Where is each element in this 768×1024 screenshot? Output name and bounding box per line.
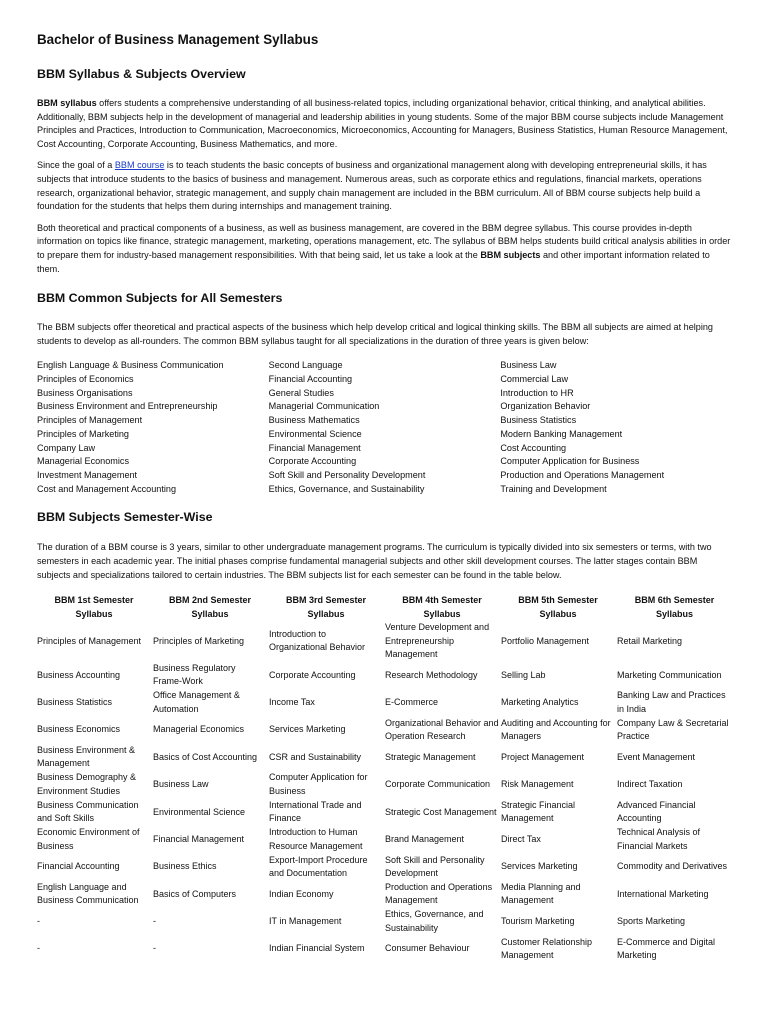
- subject-item: Business Environment and Entrepreneurship: [37, 401, 218, 412]
- subject-item: Financial Management: [268, 442, 361, 453]
- subject-item: Computer Application for Business: [500, 456, 640, 467]
- common-subjects-list: [37, 359, 732, 496]
- common-subjects-intro: The BBM subjects offer theoretical and practical aspects of the business which help develop critical and logical thinking skills. The BBM all subjects are aimed at helping students to develop as all-rounders. The common BBM syllabus taught for all specializations in the duration of three years is given below:: [37, 322, 713, 346]
- table-cell: Brand Management: [385, 833, 465, 844]
- subject-item: Principles of Marketing: [37, 428, 129, 439]
- subject-item: Business Mathematics: [268, 415, 360, 426]
- subject-item: Managerial Economics: [37, 456, 129, 467]
- table-cell: -: [37, 943, 40, 954]
- table-cell: Banking Law and Practices in India: [617, 690, 726, 714]
- subjects-column: [269, 359, 501, 496]
- subject-item: Training and Development: [500, 483, 607, 494]
- subject-item: Production and Operations Management: [500, 469, 665, 480]
- semester-column-header: BBM 3rd Semester Syllabus: [285, 595, 367, 620]
- subject-item: Cost Accounting: [500, 442, 567, 453]
- table-cell: Export-Import Procedure and Documentation: [269, 854, 368, 879]
- table-cell: Introduction to Human Resource Management: [269, 827, 363, 851]
- table-cell: Selling Lab: [501, 669, 546, 680]
- table-cell: IT in Management: [269, 916, 342, 927]
- table-cell: Introduction to Organizational Behavior: [269, 628, 366, 653]
- subject-item: Company Law: [37, 442, 96, 453]
- table-cell: Ethics, Governance, and Sustainability: [385, 909, 484, 933]
- table-cell: -: [153, 916, 156, 927]
- table-cell: Research Methodology: [385, 669, 478, 680]
- subject-item: English Language & Business Communication: [37, 360, 224, 371]
- subject-item: Ethics, Governance, and Sustainability: [268, 483, 425, 494]
- table-cell: Services Marketing: [501, 861, 578, 872]
- semester-table: [37, 593, 734, 963]
- table-cell: Business Law: [153, 779, 209, 790]
- table-cell: Project Management: [501, 751, 585, 762]
- subject-item: Principles of Management: [37, 415, 143, 426]
- overview-heading: BBM Syllabus & Subjects Overview: [37, 67, 246, 81]
- table-cell: Consumer Behaviour: [385, 943, 470, 954]
- table-cell: Sports Marketing: [617, 916, 686, 927]
- bbm-subjects-bold: BBM subjects: [480, 249, 541, 260]
- table-cell: Business Communication and Soft Skills: [37, 799, 139, 824]
- bbm-course-link[interactable]: BBM course: [114, 160, 165, 171]
- page-title: Bachelor of Business Management Syllabus: [37, 32, 319, 47]
- table-cell: English Language and Business Communication: [37, 881, 139, 906]
- table-cell: Indian Financial System: [269, 943, 365, 954]
- subject-item: Business Organisations: [37, 387, 133, 398]
- table-cell: CSR and Sustainability: [269, 751, 362, 762]
- table-cell: Services Marketing: [269, 724, 346, 735]
- table-cell: Marketing Analytics: [501, 696, 579, 707]
- table-cell: Business Statistics: [37, 696, 113, 707]
- subject-item: Corporate Accounting: [268, 456, 357, 467]
- table-cell: Business Ethics: [153, 861, 217, 872]
- table-cell: Strategic Financial Management: [501, 799, 576, 824]
- table-cell: Portfolio Management: [501, 635, 590, 646]
- table-cell: Advanced Financial Accounting: [617, 799, 696, 824]
- bbm-syllabus-bold: BBM syllabus: [37, 98, 97, 108]
- table-cell: Auditing and Accounting for Managers: [501, 717, 611, 742]
- table-cell: Soft Skill and Personality Development: [385, 854, 485, 879]
- table-cell: Indirect Taxation: [617, 779, 683, 790]
- table-cell: Company Law & Secretarial Practice: [617, 717, 729, 742]
- table-cell: Principles of Marketing: [153, 635, 245, 646]
- table-row: [37, 771, 734, 798]
- subject-item: Environmental Science: [268, 428, 362, 439]
- table-cell: Managerial Economics: [153, 724, 245, 735]
- table-cell: Organizational Behavior and Operation Research: [385, 717, 499, 742]
- table-cell: Income Tax: [269, 696, 315, 707]
- table-row: [37, 689, 734, 716]
- subject-item: Soft Skill and Personality Development: [268, 469, 426, 480]
- subject-item: Second Language: [268, 360, 343, 371]
- semester-heading: BBM Subjects Semester-Wise: [37, 510, 213, 525]
- table-cell: Commodity and Derivatives: [617, 861, 728, 872]
- table-cell: Business Accounting: [37, 669, 121, 680]
- semester-column-header: BBM 4th Semester Syllabus: [402, 595, 482, 620]
- subject-item: Managerial Communication: [268, 401, 380, 412]
- table-cell: Media Planning and Management: [501, 881, 581, 906]
- subject-item: Organization Behavior: [500, 401, 591, 412]
- overview-p1-text: offers students a comprehensive understanding of all business-related topics, including organizational behavior, critical thinking, and analytical abilities. Additionally, BBM subjects help in the development of managerial and leadership abilities in young students. Some of the major BBM course subjects include Management Principles and Practices, Introduction to Communication, Macroeconomics, Microeconomics, Accounting for Managers, Business Statistics, Human Resource Management, Cost Accounting, Corporate Accounting, Business Mathematics, and more.: [37, 98, 728, 149]
- table-cell: Basics of Computers: [153, 888, 237, 899]
- table-cell: Marketing Communication: [617, 669, 722, 680]
- table-cell: Economic Environment of Business: [37, 827, 140, 851]
- table-row: [37, 853, 734, 880]
- semester-table-header: [37, 593, 734, 621]
- table-cell: Corporate Accounting: [269, 669, 356, 680]
- table-cell: E-Commerce: [385, 696, 439, 707]
- table-cell: Business Environment & Management: [37, 744, 136, 769]
- subject-item: Financial Accounting: [268, 374, 353, 385]
- subject-item: Modern Banking Management: [500, 428, 623, 439]
- table-row: [37, 826, 734, 853]
- table-cell: Venture Development and Entrepreneurship Management: [385, 622, 490, 660]
- subject-item: Business Statistics: [500, 415, 577, 426]
- table-cell: Office Management & Automation: [153, 690, 240, 714]
- subject-item: Investment Management: [37, 469, 138, 480]
- table-row: [37, 662, 734, 689]
- table-cell: Business Demography & Environment Studies: [37, 772, 137, 796]
- overview-p2-before: Since the goal of a: [37, 160, 115, 171]
- table-row: [37, 744, 734, 771]
- table-cell: International Trade and Finance: [269, 799, 362, 824]
- subject-item: Business Law: [500, 360, 557, 371]
- overview-paragraph-1: [37, 97, 732, 151]
- semester-table-body: [37, 621, 734, 963]
- table-cell: Indian Economy: [269, 888, 334, 899]
- overview-p3-after: and other important information related to them.: [37, 249, 710, 274]
- table-cell: Business Economics: [37, 724, 121, 735]
- table-cell: Event Management: [617, 751, 696, 762]
- table-row: [37, 936, 734, 963]
- table-cell: Strategic Management: [385, 751, 476, 762]
- subject-item: Cost and Management Accounting: [37, 483, 177, 494]
- overview-paragraph-3: [37, 222, 732, 276]
- subject-item: Principles of Economics: [37, 374, 134, 385]
- subject-item: General Studies: [268, 387, 334, 398]
- overview-paragraph-2: [37, 159, 732, 213]
- subject-item: Introduction to HR: [500, 387, 574, 398]
- table-cell: -: [37, 916, 40, 927]
- table-row: [37, 799, 734, 826]
- table-row: [37, 621, 734, 662]
- table-cell: Principles of Management: [37, 635, 142, 646]
- table-row: [37, 908, 734, 935]
- table-cell: Strategic Cost Management: [385, 806, 497, 817]
- table-cell: Environmental Science: [153, 806, 246, 817]
- table-row: [37, 716, 734, 743]
- table-cell: Direct Tax: [501, 833, 541, 844]
- overview-p3-before: Both theoretical and practical components of a business, as well as business management, are covered in the BBM degree syllabus. This course provides in-depth information on topics like finance, strategic management, marketing, operations management, etc. The syllabus of BBM helps students build critical analysis abilities in order to prepare them for industry-based management responsibilities. With that being said, let us take a look at the: [37, 222, 731, 260]
- semester-column-header: BBM 1st Semester Syllabus: [54, 595, 134, 620]
- table-cell: E-Commerce and Digital Marketing: [617, 936, 716, 961]
- semester-column-header: BBM 6th Semester Syllabus: [634, 595, 715, 620]
- table-row: [37, 881, 734, 908]
- table-cell: Technical Analysis of Financial Markets: [617, 827, 701, 851]
- table-cell: Retail Marketing: [617, 635, 683, 646]
- common-subjects-heading: BBM Common Subjects for All Semesters: [37, 291, 283, 306]
- semester-intro: The duration of a BBM course is 3 years, similar to other undergraduate management programs. The curriculum is typically divided into six semesters or terms, with two semesters in each academic year. The initial phases comprise fundamental managerial subjects and other skill development courses. The latter stages contain BBM subjects and specializations tailored to certain industries. The BBM subjects list for each semester can be found in the table below.: [37, 542, 712, 580]
- table-cell: Computer Application for Business: [269, 772, 368, 796]
- subject-item: Commercial Law: [500, 374, 569, 385]
- table-cell: Production and Operations Management: [385, 881, 493, 906]
- table-cell: -: [153, 943, 156, 954]
- overview-p2-after: is to teach students the basic concepts of business and organizational management along with developing entrepreneurial skills, it has subjects that introduce students to the basics of business and management. Numerous areas, such as corporate ethics and regulations, financial markets, operations research, organizational behavior, strategic management, and supply chain management are included in the BBM curriculum. All of BBM course subjects help build a foundation for the students that helps them during internships and management training.: [37, 160, 707, 212]
- subjects-column: [500, 359, 732, 496]
- semester-column-header: BBM 5th Semester Syllabus: [518, 595, 598, 620]
- table-cell: Corporate Communication: [385, 779, 491, 790]
- table-cell: International Marketing: [617, 888, 709, 899]
- table-cell: Financial Accounting: [37, 861, 120, 872]
- subjects-column: [37, 359, 269, 496]
- table-cell: Business Regulatory Frame-Work: [153, 662, 236, 687]
- table-cell: Financial Management: [153, 833, 245, 844]
- table-cell: Tourism Marketing: [501, 916, 575, 927]
- table-cell: Basics of Cost Accounting: [153, 751, 258, 762]
- table-cell: Customer Relationship Management: [501, 936, 593, 961]
- table-cell: Risk Management: [501, 779, 574, 790]
- semester-column-header: BBM 2nd Semester Syllabus: [168, 595, 252, 620]
